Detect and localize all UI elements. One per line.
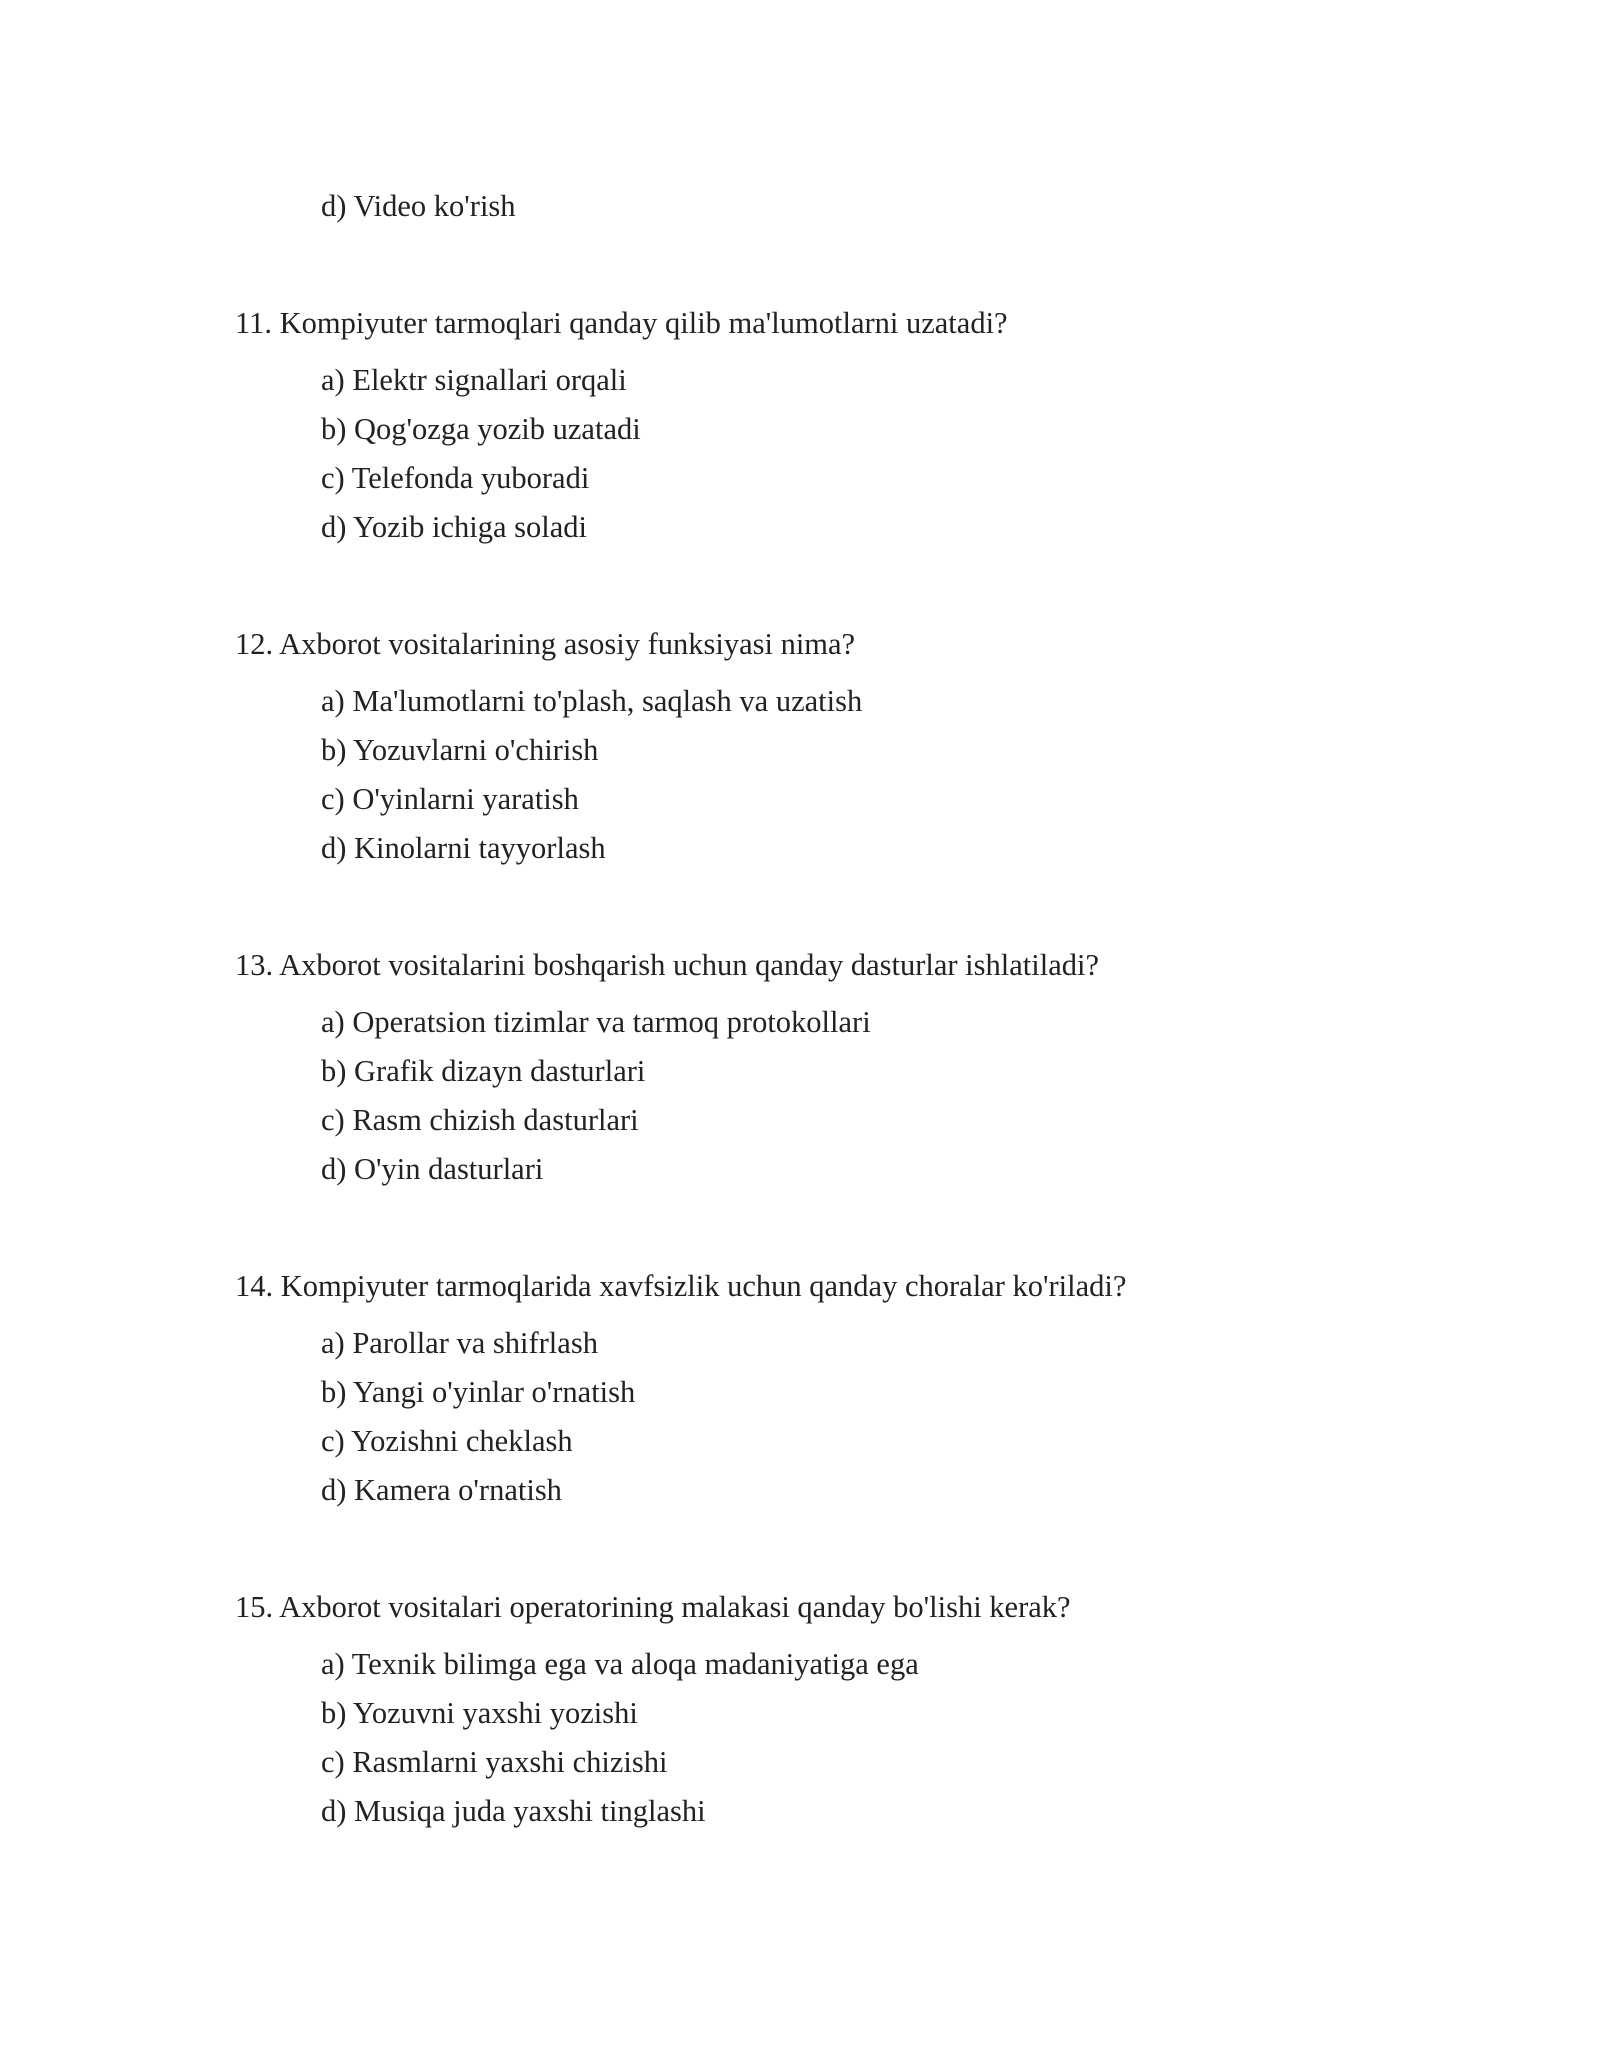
answer-option: b) Grafik dizayn dasturlari [321,1054,646,1088]
answer-option: d) Video ko'rish [321,189,516,223]
answer-option: d) Kamera o'rnatish [321,1473,562,1507]
answer-option: b) Qog'ozga yozib uzatadi [321,412,641,446]
answer-option: a) Texnik bilimga ega va aloqa madaniyatiga ega [321,1647,919,1681]
answer-option: a) Parollar va shifrlash [321,1326,598,1360]
question-title: 13. Axborot vositalarini boshqarish uchun qanday dasturlar ishlatiladi? [235,948,1099,982]
answer-option: c) Rasmlarni yaxshi chizishi [321,1745,668,1779]
answer-option: a) Operatsion tizimlar va tarmoq protokollari [321,1005,871,1039]
answer-option: d) Yozib ichiga soladi [321,510,588,544]
answer-option: a) Elektr signallari orqali [321,363,627,397]
answer-option: d) O'yin dasturlari [321,1152,544,1186]
answer-option: b) Yozuvni yaxshi yozishi [321,1696,638,1730]
answer-option: d) Musiqa juda yaxshi tinglashi [321,1794,706,1828]
question-title: 12. Axborot vositalarining asosiy funksiyasi nima? [235,627,856,661]
question-title: 11. Kompiyuter tarmoqlari qanday qilib ma'lumotlarni uzatadi? [235,306,1008,340]
answer-option: c) Rasm chizish dasturlari [321,1103,639,1137]
question-title: 15. Axborot vositalari operatorining malakasi qanday bo'lishi kerak? [235,1590,1071,1624]
answer-option: d) Kinolarni tayyorlash [321,831,606,865]
answer-option: a) Ma'lumotlarni to'plash, saqlash va uzatish [321,684,863,718]
answer-option: b) Yangi o'yinlar o'rnatish [321,1375,636,1409]
answer-option: b) Yozuvlarni o'chirish [321,733,599,767]
answer-option: c) O'yinlarni yaratish [321,782,579,816]
question-title: 14. Kompiyuter tarmoqlarida xavfsizlik uchun qanday choralar ko'riladi? [235,1269,1127,1303]
answer-option: c) Yozishni cheklash [321,1424,573,1458]
answer-option: c) Telefonda yuboradi [321,461,590,495]
